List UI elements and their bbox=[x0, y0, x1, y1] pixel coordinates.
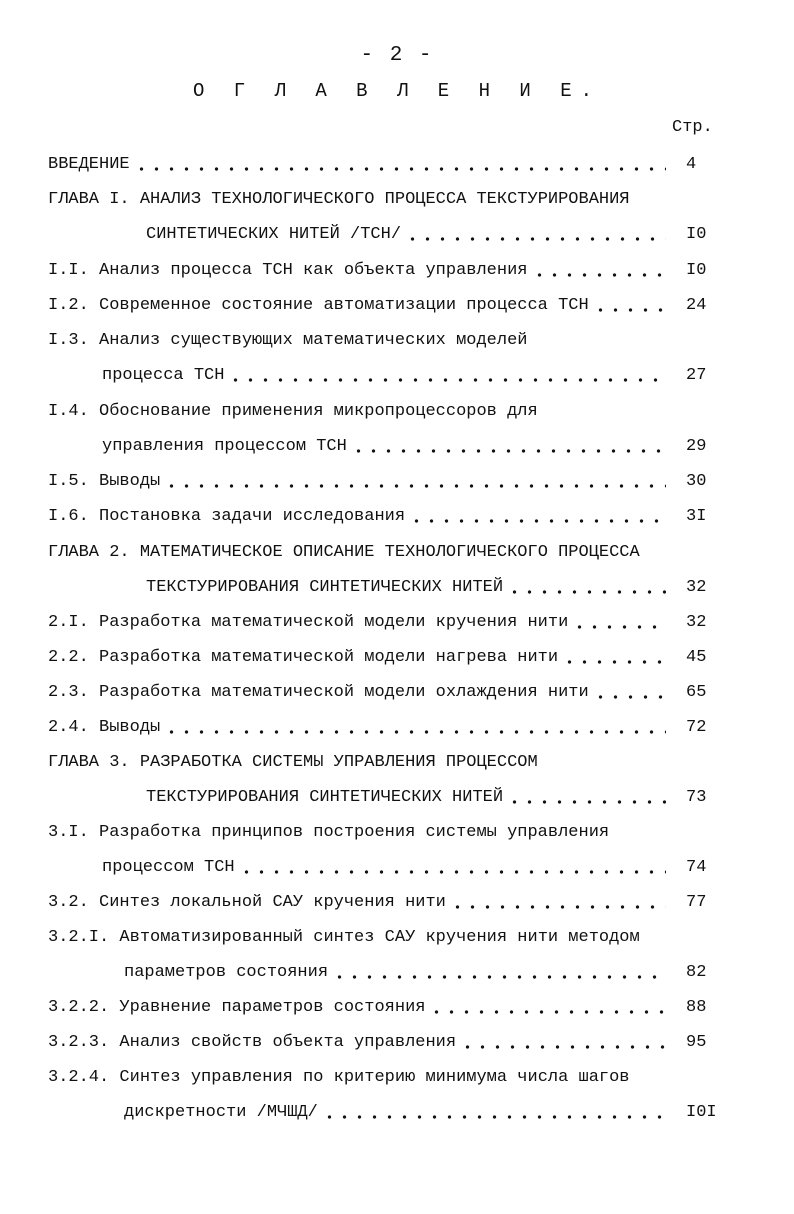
toc-entry-page: I0 bbox=[686, 261, 707, 280]
toc-entry-page: 29 bbox=[686, 437, 707, 456]
toc-entry-page: I0 bbox=[686, 225, 707, 244]
toc-entry-continuation[interactable] bbox=[124, 956, 707, 982]
toc-entry-continuation[interactable] bbox=[146, 571, 707, 597]
toc-entry-text: Обоснование применения микропроцессоров для bbox=[99, 402, 538, 421]
toc-entry-number: I.I. bbox=[48, 261, 89, 280]
toc-entry-page: 4 bbox=[686, 155, 697, 174]
leader-dots bbox=[562, 641, 666, 667]
toc-entry-number: 3.2.3. bbox=[48, 1033, 110, 1052]
toc-chapter-heading[interactable] bbox=[48, 183, 630, 209]
toc-entry-text: Синтез управления по критерию минимума числа шагов bbox=[119, 1068, 630, 1087]
toc-entry[interactable] bbox=[48, 1026, 707, 1052]
toc-entry-page: 32 bbox=[686, 613, 707, 632]
toc-entry-page: 82 bbox=[686, 963, 707, 982]
toc-entry-text: Анализ свойств объекта управления bbox=[119, 1033, 457, 1052]
toc-entry-text: процессом ТСН bbox=[102, 858, 235, 877]
toc-entry[interactable] bbox=[48, 921, 640, 947]
toc-entry[interactable] bbox=[48, 289, 707, 315]
toc-entry-text: АНАЛИЗ ТЕХНОЛОГИЧЕСКОГО ПРОЦЕССА ТЕКСТУРИРОВАНИЯ bbox=[139, 190, 630, 209]
toc-entry-text: ТЕКСТУРИРОВАНИЯ СИНТЕТИЧЕСКИХ НИТЕЙ bbox=[146, 788, 504, 807]
toc-entry[interactable] bbox=[48, 465, 707, 491]
toc-entry-number: 3.2. bbox=[48, 893, 89, 912]
toc-entry-text: Разработка принципов построения системы управления bbox=[99, 823, 610, 842]
toc-entry-number: 3.2.I. bbox=[48, 928, 110, 947]
leader-dots bbox=[405, 218, 666, 244]
toc-entry-number: ГЛАВА I. bbox=[48, 190, 130, 209]
toc-entry-page: 95 bbox=[686, 1033, 707, 1052]
toc-entry-number: 3.2.2. bbox=[48, 998, 110, 1017]
toc-entry[interactable] bbox=[48, 606, 707, 632]
toc-entry-text: Анализ процесса ТСН как объекта управления bbox=[99, 261, 528, 280]
toc-entry-text: Выводы bbox=[99, 472, 161, 491]
toc-entry-page: 77 bbox=[686, 893, 707, 912]
leader-dots bbox=[164, 465, 666, 491]
toc-chapter-heading[interactable] bbox=[48, 746, 538, 772]
toc-entry-continuation[interactable] bbox=[102, 359, 707, 385]
toc-entry-number: I.2. bbox=[48, 296, 89, 315]
leader-dots bbox=[239, 851, 666, 877]
toc-entry-number: 2.3. bbox=[48, 683, 89, 702]
page-number: - 2 - bbox=[360, 44, 434, 67]
toc-entry[interactable] bbox=[48, 641, 707, 667]
toc-entry-text: РАЗРАБОТКА СИСТЕМЫ УПРАВЛЕНИЯ ПРОЦЕССОМ bbox=[139, 753, 538, 772]
toc-entry-number: I.6. bbox=[48, 507, 89, 526]
toc-entry-introduction[interactable] bbox=[48, 148, 697, 174]
toc-entry-number: 3.I. bbox=[48, 823, 89, 842]
toc-entry-text: Автоматизированный синтез САУ кручения нити методом bbox=[119, 928, 640, 947]
toc-entry-page: 65 bbox=[686, 683, 707, 702]
leader-dots bbox=[593, 676, 666, 702]
toc-entry-text: Разработка математической модели охлаждения нити bbox=[99, 683, 589, 702]
toc-entry-page: I0I bbox=[686, 1103, 717, 1122]
toc-entry-page: 88 bbox=[686, 998, 707, 1017]
toc-entry-page: 74 bbox=[686, 858, 707, 877]
toc-entry-page: 32 bbox=[686, 578, 707, 597]
toc-entry-text: Синтез локальной САУ кручения нити bbox=[99, 893, 446, 912]
leader-dots bbox=[593, 289, 666, 315]
toc-entry-continuation[interactable] bbox=[102, 430, 707, 456]
toc-entry-page: 72 bbox=[686, 718, 707, 737]
toc-entry-text: управления процессом ТСН bbox=[102, 437, 347, 456]
toc-entry-text: Уравнение параметров состояния bbox=[119, 998, 426, 1017]
toc-entry-page: 3I bbox=[686, 507, 707, 526]
leader-dots bbox=[228, 359, 666, 385]
leader-dots bbox=[322, 1096, 666, 1122]
toc-entry[interactable] bbox=[48, 1061, 630, 1087]
toc-entry-text: Разработка математической модели кручения нити bbox=[99, 613, 569, 632]
toc-entry-page: 30 bbox=[686, 472, 707, 491]
toc-entry[interactable] bbox=[48, 711, 707, 737]
toc-entry-text: ТЕКСТУРИРОВАНИЯ СИНТЕТИЧЕСКИХ НИТЕЙ bbox=[146, 578, 504, 597]
toc-entry-number: I.4. bbox=[48, 402, 89, 421]
toc-entry-number: I.3. bbox=[48, 331, 89, 350]
toc-entry-text: Современное состояние автоматизации процесса ТСН bbox=[99, 296, 589, 315]
toc-entry-text: Постановка задачи исследования bbox=[99, 507, 406, 526]
page-column-header: Стр. bbox=[672, 118, 713, 137]
leader-dots bbox=[429, 991, 666, 1017]
toc-entry-page: 73 bbox=[686, 788, 707, 807]
toc-entry-number: 2.4. bbox=[48, 718, 89, 737]
leader-dots bbox=[134, 148, 666, 174]
toc-entry[interactable] bbox=[48, 500, 707, 526]
toc-entry-number: I.5. bbox=[48, 472, 89, 491]
toc-entry-number: 2.I. bbox=[48, 613, 89, 632]
toc-entry-text: параметров состояния bbox=[124, 963, 329, 982]
leader-dots bbox=[532, 254, 667, 280]
toc-chapter-heading[interactable] bbox=[48, 536, 640, 562]
toc-entry-text: СИНТЕТИЧЕСКИХ НИТЕЙ /ТСН/ bbox=[146, 225, 402, 244]
toc-entry-text: Анализ существующих математических моделей bbox=[99, 331, 528, 350]
toc-entry[interactable] bbox=[48, 324, 528, 350]
toc-entry-text: Разработка математической модели нагрева нити bbox=[99, 648, 559, 667]
toc-entry-number: ГЛАВА 2. bbox=[48, 543, 130, 562]
toc-entry[interactable] bbox=[48, 991, 707, 1017]
toc-entry-text: Выводы bbox=[99, 718, 161, 737]
toc-entry-number: ГЛАВА 3. bbox=[48, 753, 130, 772]
toc-entry-continuation[interactable] bbox=[146, 781, 707, 807]
toc-entry[interactable] bbox=[48, 254, 707, 280]
leader-dots bbox=[164, 711, 666, 737]
leader-dots bbox=[332, 956, 666, 982]
leader-dots bbox=[572, 606, 666, 632]
toc-entry-continuation[interactable] bbox=[124, 1096, 717, 1122]
leader-dots bbox=[507, 571, 666, 597]
toc-entry-page: 27 bbox=[686, 366, 707, 385]
leader-dots bbox=[460, 1026, 666, 1052]
toc-entry[interactable] bbox=[48, 816, 609, 842]
toc-entry[interactable] bbox=[48, 395, 538, 421]
leader-dots bbox=[450, 886, 666, 912]
toc-entry-page: 45 bbox=[686, 648, 707, 667]
toc-entry-continuation[interactable] bbox=[102, 851, 707, 877]
toc-entry[interactable] bbox=[48, 676, 707, 702]
toc-entry[interactable] bbox=[48, 886, 707, 912]
toc-entry-text: МАТЕМАТИЧЕСКОЕ ОПИСАНИЕ ТЕХНОЛОГИЧЕСКОГО ПРОЦЕССА bbox=[139, 543, 640, 562]
toc-entry-text: дискретности /МЧШД/ bbox=[124, 1103, 318, 1122]
toc-entry-continuation[interactable] bbox=[146, 218, 707, 244]
page-title: О Г Л А В Л Е Н И Е. bbox=[192, 80, 602, 102]
leader-dots bbox=[351, 430, 666, 456]
toc-entry-number: 3.2.4. bbox=[48, 1068, 110, 1087]
toc-entry-text: процесса ТСН bbox=[102, 366, 225, 385]
toc-entry-number: 2.2. bbox=[48, 648, 89, 667]
toc-entry-text: ВВЕДЕНИЕ bbox=[48, 155, 130, 174]
leader-dots bbox=[409, 500, 666, 526]
toc-entry-page: 24 bbox=[686, 296, 707, 315]
leader-dots bbox=[507, 781, 666, 807]
